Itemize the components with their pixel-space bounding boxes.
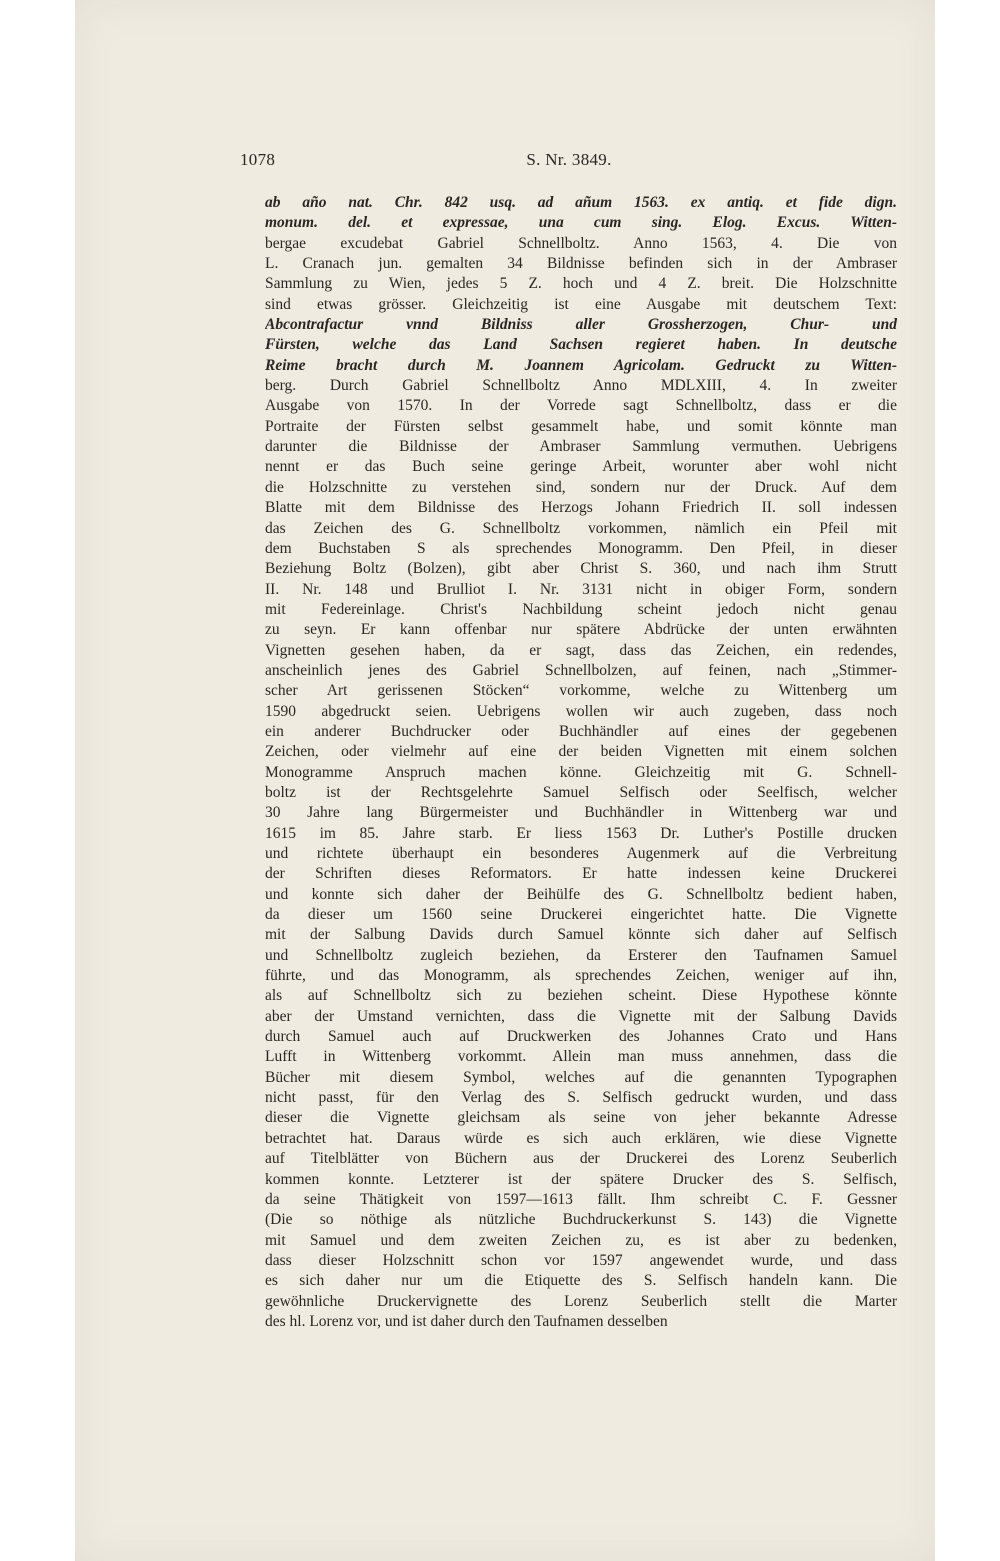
text-line: und Schnellboltz zugleich beziehen, da Ersterer den Taufnamen Samuel — [265, 946, 897, 964]
text-line: mit der Salbung Davids durch Samuel könnte sich daher auf Selfisch — [265, 926, 897, 944]
text-line: und konnte sich daher der Beihülfe des G. Schnellboltz bedient haben, — [265, 885, 897, 903]
page-header — [240, 150, 898, 176]
text-line: durch Samuel auch auf Druckwerken des Johannes Crato und Hans — [265, 1028, 897, 1046]
text-line: führte, und das Monogramm, als sprechendes Zeichen, weniger auf ihn, — [265, 967, 897, 985]
text-line: Monogramme Anspruch machen könne. Gleichzeitig mit G. Schnell- — [265, 763, 897, 781]
text-line: berg. Durch Gabriel Schnellboltz Anno MDLXIII, 4. In zweiter — [265, 377, 897, 395]
text-line: mit Samuel und dem zweiten Zeichen zu, es ist aber zu bedenken, — [265, 1231, 897, 1249]
text-line: zu seyn. Er kann offenbar nur spätere Abdrücke der unten erwähnten — [265, 621, 897, 639]
text-line: des hl. Lorenz vor, und ist daher durch den Taufnamen desselben — [265, 1312, 668, 1330]
text-line: aber der Umstand vernichten, dass die Vignette mit der Salbung Davids — [265, 1007, 897, 1025]
text-line: dass dieser Holzschnitt schon vor 1597 angewendet wurde, und dass — [265, 1251, 897, 1269]
text-line: als auf Schnellboltz sich zu beziehen scheint. Diese Hypothese könnte — [265, 987, 897, 1005]
text-line: Reime bracht durch M. Joannem Agricolam. Gedruckt zu Witten- — [265, 356, 897, 374]
text-line: 1590 abgedruckt seien. Uebrigens wollen wir auch zugeben, dass noch — [265, 702, 897, 720]
text-line: Fürsten, welche das Land Sachsen regieret haben. In deutsche — [265, 336, 897, 354]
text-line: Beziehung Boltz (Bolzen), gibt aber Christ S. 360, und nach ihm Strutt — [265, 560, 897, 578]
text-line: Ausgabe von 1570. In der Vorrede sagt Schnellboltz, dass er die — [265, 397, 897, 415]
text-line: da dieser um 1560 seine Druckerei eingerichtet hatte. Die Vignette — [265, 906, 897, 924]
text-line: 30 Jahre lang Bürgermeister und Buchhändler in Wittenberg war und — [265, 804, 897, 822]
body-text — [265, 193, 897, 1332]
page-number: 1078 — [240, 150, 276, 169]
text-line: ein anderer Buchdrucker oder Buchhändler auf eines der gegebenen — [265, 722, 897, 740]
text-line: anscheinlich jenes des Gabriel Schnellbolzen, auf feinen, nach „Stimmer- — [265, 661, 897, 679]
text-line: auf Titelblätter von Büchern aus der Druckerei des Lorenz Seuberlich — [265, 1150, 897, 1168]
text-line: mit Federeinlage. Christ's Nachbildung scheint jedoch nicht genau — [265, 600, 897, 618]
text-line: die Holzschnitte zu verstehen sind, sondern nur der Druck. Auf dem — [265, 478, 897, 496]
text-line: das Zeichen des G. Schnellboltz vorkommen, nämlich ein Pfeil mit — [265, 519, 897, 537]
text-line: L. Cranach jun. gemalten 34 Bildnisse befinden sich in der Ambraser — [265, 255, 897, 273]
text-line: monum. del. et expressae, una cum sing. Elog. Excus. Witten- — [265, 214, 897, 232]
text-line: II. Nr. 148 und Brulliot I. Nr. 3131 nicht in obiger Form, sondern — [265, 580, 897, 598]
scanned-page — [75, 0, 935, 1561]
text-line: betrachtet hat. Daraus würde es sich auch erklären, wie diese Vignette — [265, 1129, 897, 1147]
text-line: Bücher mit diesem Symbol, welches auf die genannten Typographen — [265, 1068, 897, 1086]
text-line: bergae excudebat Gabriel Schnellboltz. Anno 1563, 4. Die von — [265, 234, 897, 252]
text-line: boltz ist der Rechtsgelehrte Samuel Selfisch oder Seelfisch, welcher — [265, 783, 897, 801]
text-line: darunter die Bildnisse der Ambraser Sammlung vermuthen. Uebrigens — [265, 438, 897, 456]
text-line: scher Art gerissenen Stöcken“ vorkomme, welche zu Wittenberg um — [265, 682, 897, 700]
running-head: S. Nr. 3849. — [526, 150, 612, 169]
text-line: (Die so nöthige als nützliche Buchdruckerkunst S. 143) die Vignette — [265, 1211, 897, 1229]
text-line: dem Buchstaben S als sprechendes Monogramm. Den Pfeil, in dieser — [265, 539, 897, 557]
text-line: Sammlung zu Wien, jedes 5 Z. hoch und 4 Z. breit. Die Holzschnitte — [265, 275, 897, 293]
text-line: gewöhnliche Druckervignette des Lorenz Seuberlich stellt die Marter — [265, 1292, 897, 1310]
text-line: es sich daher nur um die Etiquette des S. Selfisch handeln kann. Die — [265, 1272, 897, 1290]
text-line: Abcontrafactur vnnd Bildniss aller Grossherzogen, Chur- und — [265, 316, 897, 334]
text-line: kommen konnte. Letzterer ist der spätere Drucker des S. Selfisch, — [265, 1170, 897, 1188]
text-line: Blatte mit dem Bildnisse des Herzogs Johann Friedrich II. soll indessen — [265, 499, 897, 517]
text-line: Vignetten gesehen haben, da er sagt, dass das Zeichen, ein redendes, — [265, 641, 897, 659]
text-line: nennt er das Buch seine geringe Arbeit, worunter aber wohl nicht — [265, 458, 897, 476]
text-line: 1615 im 85. Jahre starb. Er liess 1563 Dr. Luther's Postille drucken — [265, 824, 897, 842]
text-line: und richtete überhaupt ein besonderes Augenmerk auf die Verbreitung — [265, 845, 897, 862]
text-line: Zeichen, oder vielmehr auf eine der beiden Vignetten mit einem solchen — [265, 743, 897, 761]
text-line: nicht passt, für den Verlag des S. Selfisch gedruckt wurden, und dass — [265, 1089, 897, 1107]
text-line: ab año nat. Chr. 842 usq. ad añum 1563. ex antiq. et fide dign. — [265, 194, 897, 211]
text-line: der Schriften dieses Reformators. Er hatte indessen keine Druckerei — [265, 865, 897, 883]
text-line: da seine Thätigkeit von 1597—1613 fällt. Ihm schreibt C. F. Gessner — [265, 1190, 897, 1208]
text-line: Portraite der Fürsten selbst gesammelt habe, und somit könnte man — [265, 417, 897, 435]
text-line: dieser die Vignette gleichsam als seine von jeher bekannte Adresse — [265, 1109, 897, 1127]
text-line: Lufft in Wittenberg vorkommt. Allein man muss annehmen, dass die — [265, 1048, 897, 1066]
text-line: sind etwas grösser. Gleichzeitig ist eine Ausgabe mit deutschem Text: — [265, 295, 897, 313]
